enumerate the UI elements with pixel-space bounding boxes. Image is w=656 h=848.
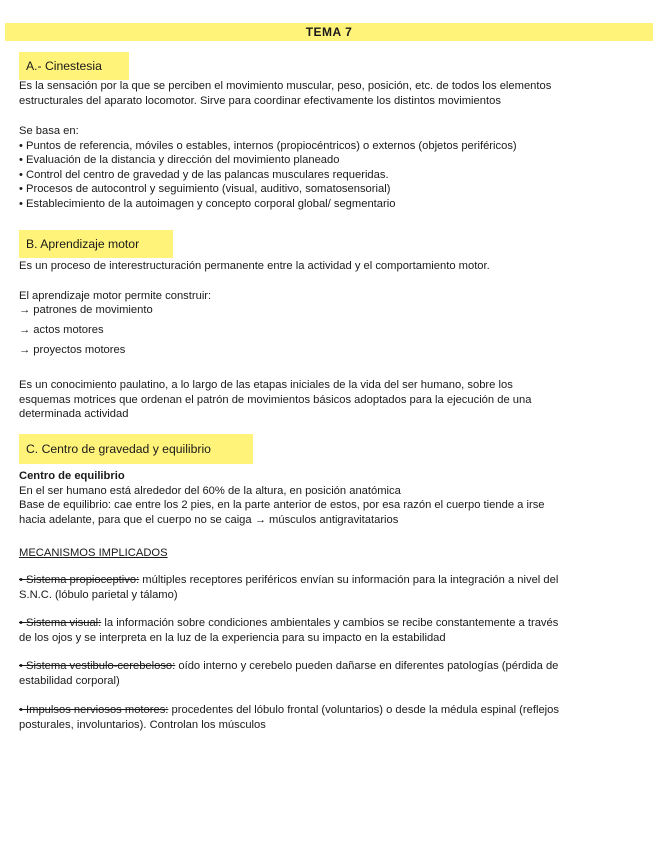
mechanism-desc: oído interno y cerebelo pueden dañarse en diferentes patologías (pérdida de bbox=[175, 660, 559, 672]
mechanism-line: de los ojos y se interpreta en la luz de la experiencia para su impacto en la estabilidad bbox=[19, 631, 446, 644]
text-line: En el ser humano está alrededor del 60% de la altura, en posición anatómica bbox=[19, 484, 401, 497]
mechanism-line bbox=[19, 616, 639, 631]
list-item: → patrones de movimiento bbox=[19, 304, 153, 316]
mechanism-desc: múltiples receptores periféricos envían su información para la integración a nivel del bbox=[139, 574, 559, 586]
subheading-text: Centro de equilibrio bbox=[19, 470, 125, 482]
list-item: • Establecimiento de la autoimagen y concepto corporal global/ segmentario bbox=[19, 197, 396, 210]
list-intro: Se basa en: bbox=[19, 125, 79, 137]
mechanism-term: • Sistema vestibulo-cerebeloso: bbox=[19, 660, 176, 672]
mechanism-line: S.N.C. (lóbulo parietal y tálamo) bbox=[19, 588, 178, 601]
list-item: • Control del centro de gravedad y de las palancas musculares requeridas. bbox=[19, 168, 389, 181]
mechanism-desc: la información sobre condiciones ambientales y cambios se recibe constantemente a través bbox=[101, 617, 559, 629]
section-a-list bbox=[19, 124, 639, 212]
section-c-heading bbox=[19, 434, 253, 464]
section-c-heading-text: C. Centro de gravedad y equilibrio bbox=[26, 442, 211, 456]
section-c-equilibrium bbox=[19, 469, 639, 527]
list-item: → actos motores bbox=[19, 324, 104, 336]
section-a-definition bbox=[19, 79, 639, 108]
document-title: TEMA 7 bbox=[5, 23, 653, 41]
section-a-heading-text: A.- Cinestesia bbox=[26, 59, 102, 73]
mechanism-item bbox=[19, 703, 639, 732]
mechanism-line bbox=[19, 573, 639, 588]
mechanism-term: • Impulsos nerviosos motores: bbox=[19, 704, 169, 716]
text-line: hacia adelante, para que el cuerpo no se caiga → músculos antigravitatarios bbox=[19, 513, 399, 526]
mechanism-desc: procedentes del lóbulo frontal (voluntarios) o desde la médula espinal (reflejos bbox=[168, 704, 559, 716]
mechanisms-heading-block bbox=[19, 546, 639, 561]
mechanisms-heading: MECANISMOS IMPLICADOS bbox=[19, 547, 168, 559]
text-line: Base de equilibrio: cae entre los 2 pies, en la parte anterior de estos, por esa razón el cuerpo tiende a irse bbox=[19, 499, 545, 512]
mechanism-term: • Sistema propioceptivo: bbox=[19, 574, 140, 586]
text-line: determinada actividad bbox=[19, 408, 129, 421]
list-item: → proyectos motores bbox=[19, 344, 126, 356]
list-intro: El aprendizaje motor permite construir: bbox=[19, 290, 212, 302]
list-item: • Puntos de referencia, móviles o estables, internos (propiocéntricos) o externos (objetos periféricos) bbox=[19, 139, 517, 152]
section-b-definition bbox=[19, 259, 639, 274]
subheading bbox=[19, 469, 639, 484]
mechanism-term: • Sistema visual: bbox=[19, 617, 102, 629]
text-line: estructurales del aparato locomotor. Sirve para coordinar efectivamente los distintos movimientos bbox=[19, 94, 501, 107]
text-line: Es un conocimiento paulatino, a lo largo de las etapas iniciales de la vida del ser humano, sobre los bbox=[19, 379, 513, 391]
mechanism-item bbox=[19, 573, 639, 602]
section-b-heading bbox=[19, 230, 173, 258]
list-item: • Evaluación de la distancia y dirección del movimiento planeado bbox=[19, 154, 340, 167]
section-b-heading-text: B. Aprendizaje motor bbox=[26, 237, 140, 251]
mechanism-item bbox=[19, 659, 639, 688]
mechanism-line bbox=[19, 659, 639, 674]
text-line: Es la sensación por la que se perciben el movimiento muscular, peso, posición, etc. de todos los elementos bbox=[19, 80, 552, 92]
section-b-list bbox=[19, 300, 639, 360]
mechanism-line: posturales, involuntarios). Controlan los músculos bbox=[19, 718, 266, 731]
list-item: • Procesos de autocontrol y seguimiento (visual, auditivo, somatosensorial) bbox=[19, 183, 391, 196]
mechanism-line bbox=[19, 703, 639, 718]
text-line: Es un proceso de interestructuración permanente entre la actividad y el comportamiento motor. bbox=[19, 260, 490, 272]
mechanism-line: estabilidad corporal) bbox=[19, 674, 120, 687]
text-line: esquemas motrices que ordenan el patrón de movimientos básicos adoptados para la ejecución de una bbox=[19, 393, 532, 406]
mechanism-item bbox=[19, 616, 639, 645]
section-a-heading bbox=[19, 52, 129, 80]
section-b-paragraph bbox=[19, 378, 639, 422]
